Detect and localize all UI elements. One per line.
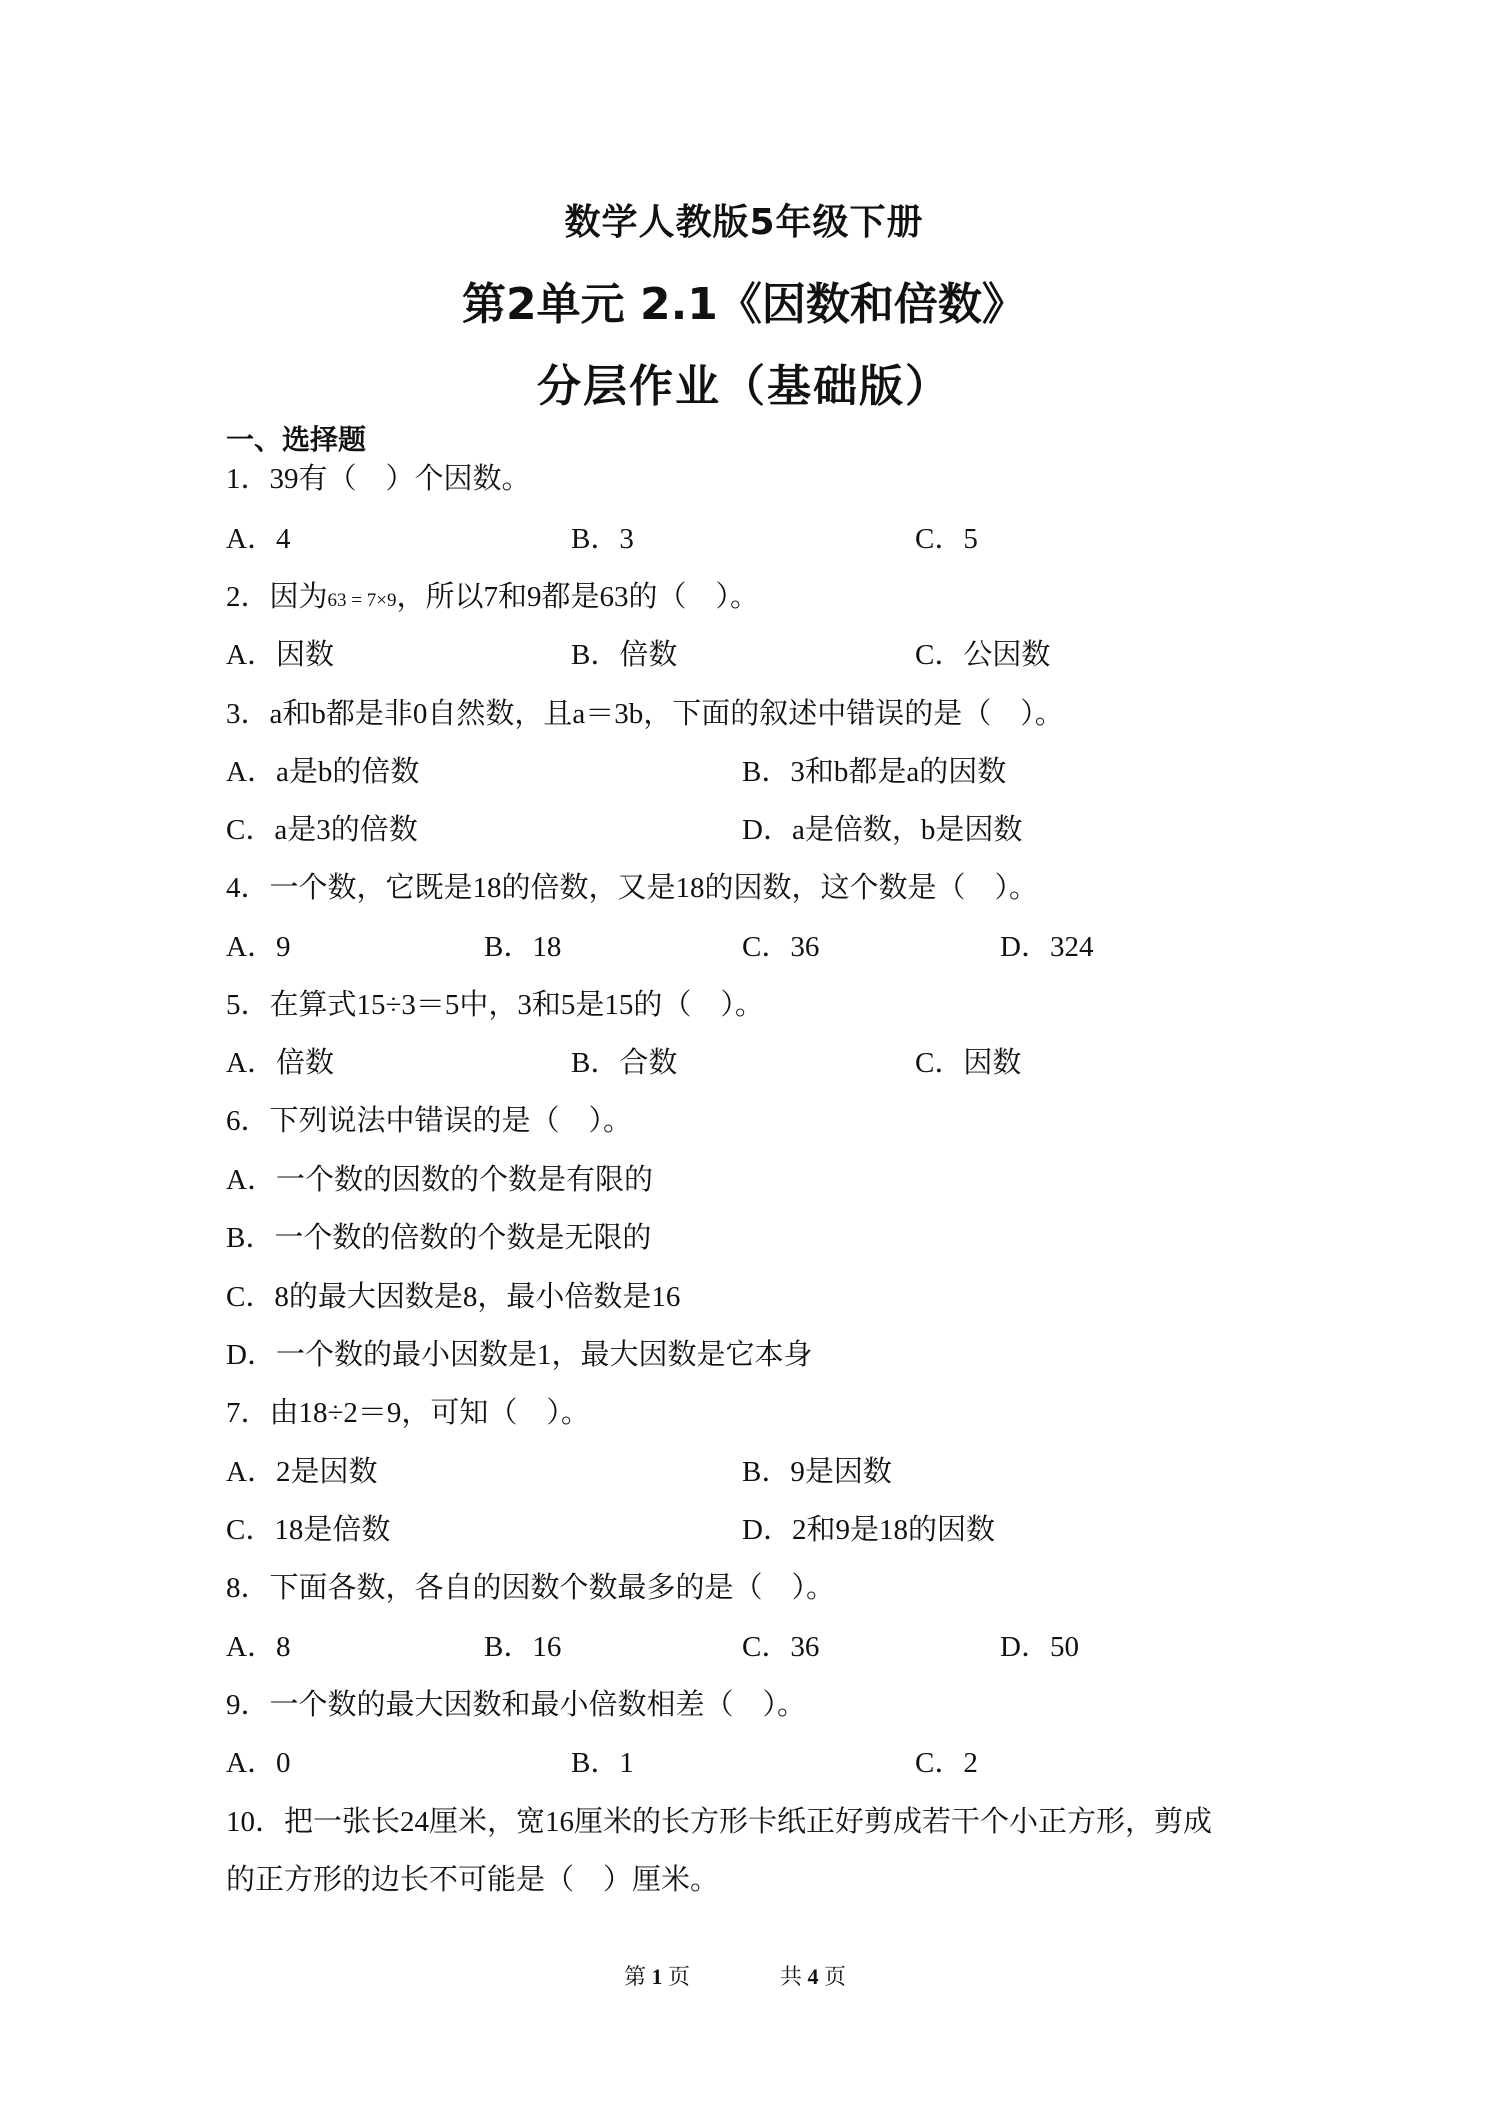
q6-option-b: B．一个数的倍数的个数是无限的: [226, 1222, 652, 1254]
q2-text-post: ，所以7和9都是63的（ ）。: [396, 581, 759, 613]
q6-option-d: D．一个数的最小因数是1，最大因数是它本身: [226, 1339, 813, 1371]
q2-option-b: B．倍数: [571, 639, 678, 671]
q7-option-d: D．2和9是18的因数: [742, 1514, 995, 1546]
q5-option-a: A．倍数: [226, 1047, 334, 1079]
question-8: 8．下面各数，各自的因数个数最多的是（ ）。: [226, 1572, 836, 1604]
total-pages-suffix: 页: [824, 1964, 847, 1989]
q4-option-a: A．9: [226, 931, 291, 963]
q3-option-c: C．a是3的倍数: [226, 814, 418, 846]
q2-option-a: A．因数: [226, 639, 334, 671]
document-title: 第2单元 2.1《因数和倍数》: [462, 279, 1026, 330]
q9-option-c: C．2: [915, 1747, 978, 1779]
section-heading: 一、选择题: [226, 423, 367, 456]
q4-option-b: B．18: [484, 931, 562, 963]
q8-option-d: D．50: [1000, 1631, 1079, 1663]
q3-option-a: A．a是b的倍数: [226, 756, 420, 788]
q6-option-a: A．一个数的因数的个数是有限的: [226, 1164, 653, 1196]
q8-option-b: B．16: [484, 1631, 562, 1663]
q7-option-b: B．9是因数: [742, 1456, 892, 1488]
question-2: [226, 580, 759, 615]
q4-option-c: C．36: [742, 931, 820, 963]
total-pages: [780, 1960, 846, 1991]
question-5: 5．在算式15÷3＝5中，3和5是15的（ ）。: [226, 989, 764, 1021]
q1-option-c: C．5: [915, 523, 978, 555]
q5-option-c: C．因数: [915, 1047, 1022, 1079]
page-number: [624, 1960, 690, 1991]
question-6: 6．下列说法中错误的是（ ）。: [226, 1105, 633, 1137]
question-4: 4．一个数，它既是18的倍数，又是18的因数，这个数是（ ）。: [226, 872, 1039, 904]
q9-option-b: B．1: [571, 1747, 634, 1779]
q9-option-a: A．0: [226, 1747, 291, 1779]
q8-option-a: A．8: [226, 1631, 291, 1663]
total-pages-prefix: 共: [780, 1964, 803, 1989]
q2-option-c: C．公因数: [915, 639, 1051, 671]
q3-option-b: B．3和b都是a的因数: [742, 756, 1007, 788]
q4-option-d: D．324: [1000, 931, 1094, 963]
q8-option-c: C．36: [742, 1631, 820, 1663]
document-title-line2: 分层作业（基础版）: [537, 361, 951, 412]
question-9: 9．一个数的最大因数和最小倍数相差（ ）。: [226, 1689, 807, 1721]
page-number-value: 1: [651, 1964, 663, 1989]
q2-text-pre: 2．因为: [226, 581, 328, 613]
page-number-prefix: 第: [624, 1964, 647, 1989]
question-3: 3．a和b都是非0自然数，且a＝3b，下面的叙述中错误的是（ ）。: [226, 698, 1064, 730]
q1-option-a: A．4: [226, 523, 291, 555]
q2-formula: 63 = 7×9: [327, 590, 397, 611]
q3-option-d: D．a是倍数，b是因数: [742, 814, 1023, 846]
question-10-line1: 10．把一张长24厘米，宽16厘米的长方形卡纸正好剪成若干个小正方形，剪成: [226, 1806, 1213, 1838]
q5-option-b: B．合数: [571, 1047, 678, 1079]
q7-option-a: A．2是因数: [226, 1456, 378, 1488]
page-number-suffix: 页: [668, 1964, 691, 1989]
question-10-line2: 的正方形的边长不可能是（ ）厘米。: [226, 1864, 720, 1896]
q7-option-c: C．18是倍数: [226, 1514, 391, 1546]
question-1: 1．39有（ ）个因数。: [226, 463, 531, 495]
total-pages-value: 4: [807, 1964, 819, 1989]
question-7: 7．由18÷2＝9，可知（ ）。: [226, 1397, 590, 1429]
document-subtitle: 数学人教版5年级下册: [564, 202, 924, 243]
q6-option-c: C．8的最大因数是8，最小倍数是16: [226, 1281, 681, 1313]
q1-option-b: B．3: [571, 523, 634, 555]
